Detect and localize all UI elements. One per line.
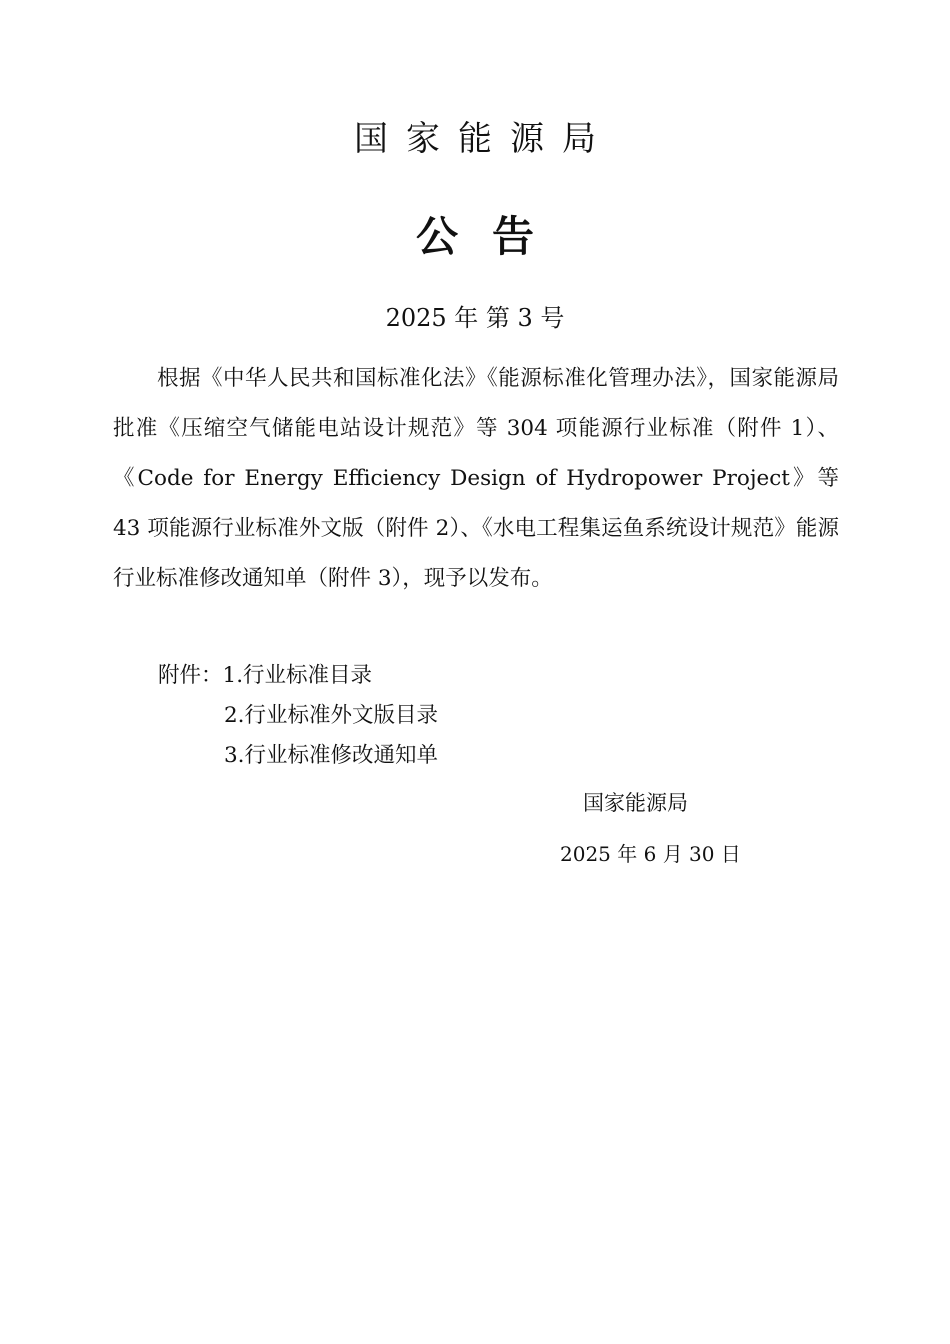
document-type-title: 公告	[415, 212, 568, 261]
issuer-heading: 国家能源局	[354, 119, 614, 159]
attachment-item	[158, 656, 438, 696]
document-number: 2025 年 第 3 号	[385, 304, 565, 332]
signature-issuer: 国家能源局	[583, 791, 688, 815]
attachments-list	[158, 656, 438, 776]
attachment-item: 2.行业标准外文版目录	[224, 703, 439, 728]
attachments-label: 附件：	[158, 663, 223, 688]
attachment-1-title: 1.行业标准目录	[222, 663, 373, 688]
signature-date: 2025 年 6 月 30 日	[560, 842, 741, 866]
announcement-body: 根据《中华人民共和国标准化法》《能源标准化管理办法》，国家能源局批准《压缩空气储能电站设计规范》等 304 项能源行业标准（附件 1）、《Code for Energy Efficiency Design of Hydropower Project》等 43 项能源行业标准外文版（附件 2）、《水电工程集运鱼系统设计规范》能源行业标准修改通知单（附件 3），现予以发布。	[113, 366, 839, 591]
attachment-item: 3.行业标准修改通知单	[224, 743, 439, 768]
